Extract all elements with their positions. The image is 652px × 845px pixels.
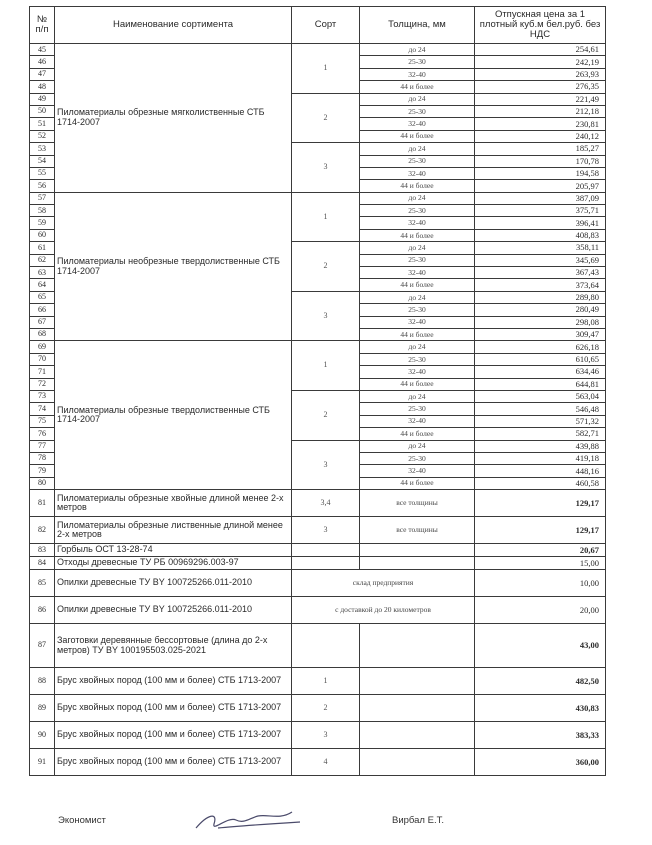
thickness-cell: 25-30 [360, 403, 475, 415]
assortment-name: Опилки древесные ТУ BY 100725266.011-2010 [55, 597, 292, 624]
row-number: 82 [30, 517, 55, 544]
header-price: Отпускная цена за 1 плотный куб.м бел.руб. без НДС [475, 7, 606, 44]
price-cell: 20,67 [475, 544, 606, 557]
price-cell: 20,00 [475, 597, 606, 624]
price-cell: 644,81 [475, 378, 606, 390]
price-cell: 360,00 [475, 749, 606, 776]
price-cell: 563,04 [475, 390, 606, 402]
assortment-name: Заготовки деревянные бессортовые (длина до 2-х метров) ТУ BY 100195503.025-2021 [55, 624, 292, 668]
row-number: 54 [30, 155, 55, 167]
thickness-cell: 44 и более [360, 477, 475, 489]
table-row [30, 624, 606, 668]
price-cell: 408,83 [475, 229, 606, 241]
price-cell: 43,00 [475, 624, 606, 668]
grade-cell: 4 [292, 749, 360, 776]
thickness-cell: 32-40 [360, 267, 475, 279]
thickness-cell: 25-30 [360, 105, 475, 117]
price-cell: 396,41 [475, 217, 606, 229]
row-number: 78 [30, 452, 55, 464]
thickness-cell: до 24 [360, 440, 475, 452]
grade-cell: 1 [292, 192, 360, 242]
thickness-cell: 32-40 [360, 366, 475, 378]
row-number: 64 [30, 279, 55, 291]
table-row [30, 557, 606, 570]
price-cell: 10,00 [475, 570, 606, 597]
assortment-name: Брус хвойных пород (100 мм и более) СТБ 1713-2007 [55, 722, 292, 749]
assortment-name: Пиломатериалы обрезные твердолиственные СТБ 1714-2007 [55, 341, 292, 490]
row-number: 90 [30, 722, 55, 749]
header-name: Наименование сортимента [55, 7, 292, 44]
row-number: 77 [30, 440, 55, 452]
price-cell: 129,17 [475, 490, 606, 517]
price-cell: 240,12 [475, 130, 606, 142]
table-row [30, 192, 606, 204]
price-cell: 15,00 [475, 557, 606, 570]
row-number: 63 [30, 267, 55, 279]
row-number: 46 [30, 56, 55, 68]
table-row [30, 490, 606, 517]
thickness-cell: до 24 [360, 143, 475, 155]
row-number: 73 [30, 390, 55, 402]
grade-cell: 2 [292, 695, 360, 722]
header-thickness: Толщина, мм [360, 7, 475, 44]
thickness-cell [360, 557, 475, 570]
row-number: 45 [30, 44, 55, 56]
price-cell: 129,17 [475, 517, 606, 544]
price-cell: 276,35 [475, 81, 606, 93]
grade-cell: 2 [292, 242, 360, 292]
row-number: 80 [30, 477, 55, 489]
thickness-cell: 44 и более [360, 130, 475, 142]
grade-cell: 2 [292, 93, 360, 143]
price-cell: 367,43 [475, 267, 606, 279]
thickness-cell: 32-40 [360, 118, 475, 130]
price-cell: 482,50 [475, 668, 606, 695]
row-number: 59 [30, 217, 55, 229]
header-sort: Сорт [292, 7, 360, 44]
thickness-cell [360, 624, 475, 668]
grade-cell: 1 [292, 668, 360, 695]
row-number: 89 [30, 695, 55, 722]
thickness-cell: 44 и более [360, 328, 475, 340]
thickness-cell: до 24 [360, 291, 475, 303]
price-table [29, 6, 606, 776]
thickness-cell: 25-30 [360, 254, 475, 266]
row-number: 52 [30, 130, 55, 142]
price-cell: 419,18 [475, 452, 606, 464]
row-number: 62 [30, 254, 55, 266]
grade-cell: 1 [292, 341, 360, 391]
price-cell: 194,58 [475, 167, 606, 179]
price-cell: 387,09 [475, 192, 606, 204]
thickness-cell [360, 722, 475, 749]
row-number: 53 [30, 143, 55, 155]
price-cell: 289,80 [475, 291, 606, 303]
price-cell: 373,64 [475, 279, 606, 291]
price-cell: 582,71 [475, 428, 606, 440]
price-cell: 221,49 [475, 93, 606, 105]
thickness-cell [360, 668, 475, 695]
delivery-condition: склад предприятия [292, 570, 475, 597]
grade-cell: 3 [292, 517, 360, 544]
grade-cell [292, 544, 360, 557]
thickness-cell: 25-30 [360, 155, 475, 167]
row-number: 85 [30, 570, 55, 597]
thickness-cell: 25-30 [360, 452, 475, 464]
table-row [30, 668, 606, 695]
price-cell: 448,16 [475, 465, 606, 477]
thickness-cell: до 24 [360, 341, 475, 353]
price-cell: 546,48 [475, 403, 606, 415]
price-cell: 170,78 [475, 155, 606, 167]
assortment-name: Опилки древесные ТУ BY 100725266.011-2010 [55, 570, 292, 597]
grade-cell: 3 [292, 143, 360, 193]
table-row [30, 341, 606, 353]
row-number: 55 [30, 167, 55, 179]
row-number: 60 [30, 229, 55, 241]
thickness-cell: 44 и более [360, 428, 475, 440]
row-number: 50 [30, 105, 55, 117]
price-cell: 358,11 [475, 242, 606, 254]
price-cell: 309,47 [475, 328, 606, 340]
thickness-cell: 32-40 [360, 316, 475, 328]
row-number: 83 [30, 544, 55, 557]
thickness-cell: 32-40 [360, 68, 475, 80]
header-row [30, 7, 606, 44]
price-cell: 634,46 [475, 366, 606, 378]
grade-cell [292, 557, 360, 570]
grade-cell: 1 [292, 44, 360, 94]
row-number: 56 [30, 180, 55, 192]
row-number: 61 [30, 242, 55, 254]
row-number: 57 [30, 192, 55, 204]
signature-image [188, 806, 308, 836]
delivery-condition: с доставкой до 20 километров [292, 597, 475, 624]
thickness-cell: 32-40 [360, 217, 475, 229]
assortment-name: Брус хвойных пород (100 мм и более) СТБ 1713-2007 [55, 668, 292, 695]
grade-cell: 2 [292, 390, 360, 440]
price-cell: 460,58 [475, 477, 606, 489]
assortment-name: Пиломатериалы необрезные твердолиственные СТБ 1714-2007 [55, 192, 292, 341]
row-number: 48 [30, 81, 55, 93]
assortment-name: Пиломатериалы обрезные хвойные длиной менее 2-х метров [55, 490, 292, 517]
row-number: 66 [30, 304, 55, 316]
thickness-cell: 44 и более [360, 229, 475, 241]
thickness-cell: до 24 [360, 93, 475, 105]
thickness-cell [360, 695, 475, 722]
thickness-cell: 25-30 [360, 304, 475, 316]
thickness-cell: до 24 [360, 390, 475, 402]
row-number: 47 [30, 68, 55, 80]
row-number: 69 [30, 341, 55, 353]
table-row [30, 722, 606, 749]
row-number: 71 [30, 366, 55, 378]
price-cell: 571,32 [475, 415, 606, 427]
thickness-cell: 44 и более [360, 378, 475, 390]
row-number: 58 [30, 205, 55, 217]
row-number: 86 [30, 597, 55, 624]
row-number: 75 [30, 415, 55, 427]
price-cell: 375,71 [475, 205, 606, 217]
thickness-cell [360, 544, 475, 557]
thickness-cell: все толщины [360, 517, 475, 544]
row-number: 74 [30, 403, 55, 415]
price-cell: 345,69 [475, 254, 606, 266]
footer-person: Вирбал Е.Т. [392, 815, 444, 826]
thickness-cell: 44 и более [360, 279, 475, 291]
row-number: 84 [30, 557, 55, 570]
table-row [30, 695, 606, 722]
thickness-cell: до 24 [360, 242, 475, 254]
thickness-cell: до 24 [360, 44, 475, 56]
thickness-cell: 25-30 [360, 56, 475, 68]
row-number: 79 [30, 465, 55, 477]
row-number: 91 [30, 749, 55, 776]
price-cell: 254,61 [475, 44, 606, 56]
thickness-cell: до 24 [360, 192, 475, 204]
table-row [30, 544, 606, 557]
row-number: 49 [30, 93, 55, 105]
assortment-name: Отходы древесные ТУ РБ 00969296.003-97 [55, 557, 292, 570]
footer-position: Экономист [58, 815, 106, 826]
price-cell: 610,65 [475, 353, 606, 365]
thickness-cell: 44 и более [360, 81, 475, 93]
assortment-name: Брус хвойных пород (100 мм и более) СТБ 1713-2007 [55, 695, 292, 722]
thickness-cell: 32-40 [360, 167, 475, 179]
price-cell: 185,27 [475, 143, 606, 155]
table-row [30, 44, 606, 56]
row-number: 51 [30, 118, 55, 130]
grade-cell [292, 624, 360, 668]
price-cell: 205,97 [475, 180, 606, 192]
price-cell: 230,81 [475, 118, 606, 130]
row-number: 65 [30, 291, 55, 303]
price-cell: 263,93 [475, 68, 606, 80]
table-body [30, 44, 606, 776]
assortment-name: Пиломатериалы обрезные мягколиственные СТБ 1714-2007 [55, 44, 292, 193]
thickness-cell: 25-30 [360, 205, 475, 217]
header-num: № п/п [30, 7, 55, 44]
price-cell: 212,18 [475, 105, 606, 117]
price-cell: 242,19 [475, 56, 606, 68]
price-cell: 626,18 [475, 341, 606, 353]
assortment-name: Горбыль ОСТ 13-28-74 [55, 544, 292, 557]
grade-cell: 3 [292, 440, 360, 490]
assortment-name: Пиломатериалы обрезные лиственные длиной менее 2-х метров [55, 517, 292, 544]
thickness-cell: 25-30 [360, 353, 475, 365]
row-number: 70 [30, 353, 55, 365]
price-cell: 298,08 [475, 316, 606, 328]
table-row [30, 597, 606, 624]
thickness-cell: 32-40 [360, 415, 475, 427]
grade-cell: 3 [292, 722, 360, 749]
grade-cell: 3,4 [292, 490, 360, 517]
price-cell: 383,33 [475, 722, 606, 749]
table-row [30, 517, 606, 544]
table-row [30, 570, 606, 597]
row-number: 87 [30, 624, 55, 668]
price-cell: 439,88 [475, 440, 606, 452]
grade-cell: 3 [292, 291, 360, 341]
price-cell: 280,49 [475, 304, 606, 316]
price-cell: 430,83 [475, 695, 606, 722]
table-row [30, 749, 606, 776]
thickness-cell: 32-40 [360, 465, 475, 477]
row-number: 72 [30, 378, 55, 390]
row-number: 67 [30, 316, 55, 328]
row-number: 81 [30, 490, 55, 517]
row-number: 76 [30, 428, 55, 440]
thickness-cell: 44 и более [360, 180, 475, 192]
thickness-cell: все толщины [360, 490, 475, 517]
row-number: 88 [30, 668, 55, 695]
row-number: 68 [30, 328, 55, 340]
assortment-name: Брус хвойных пород (100 мм и более) СТБ 1713-2007 [55, 749, 292, 776]
thickness-cell [360, 749, 475, 776]
